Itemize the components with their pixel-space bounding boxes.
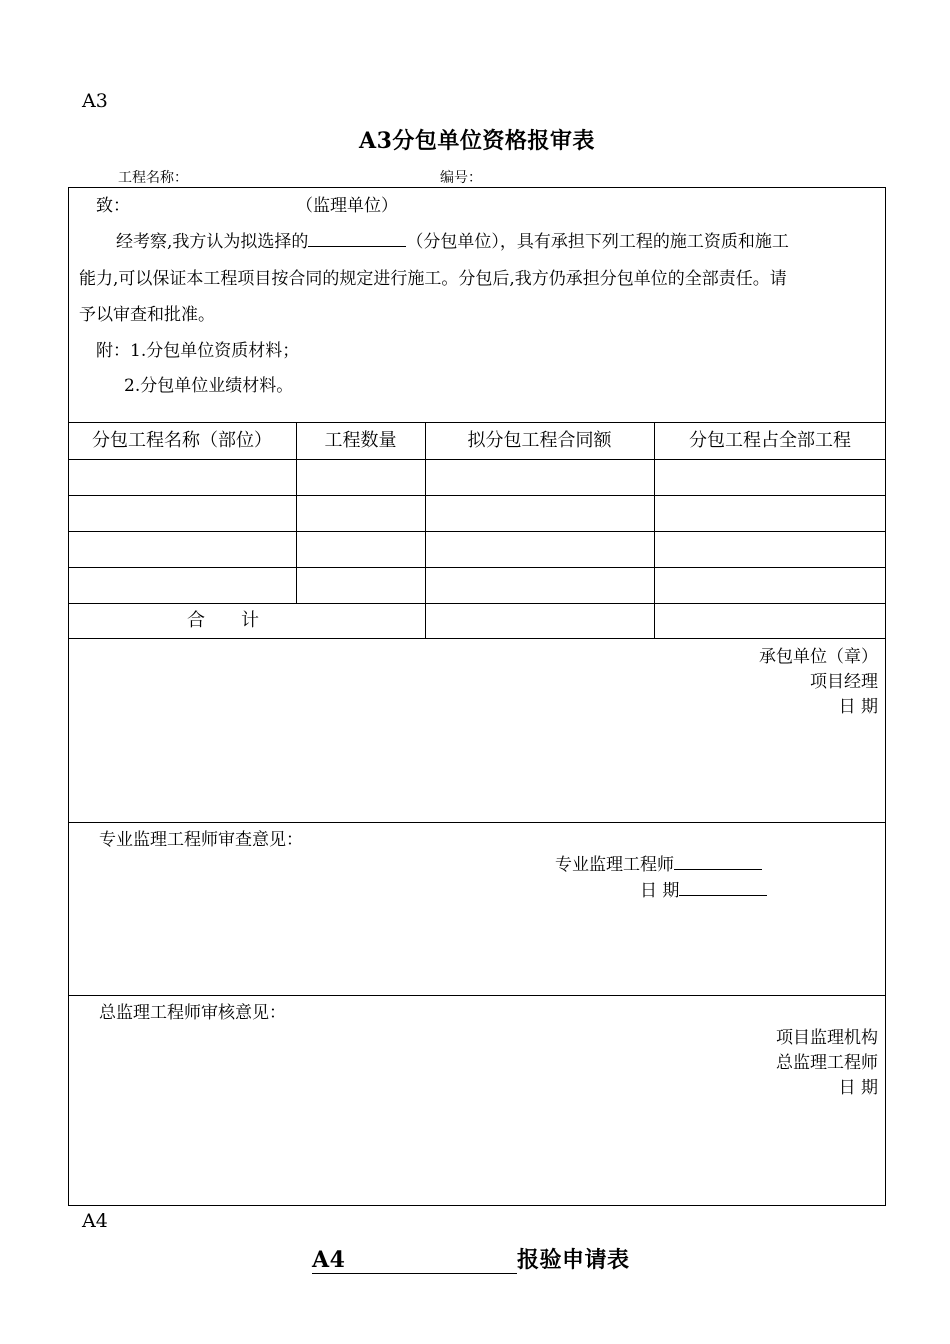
doc-code: A3 — [82, 90, 108, 112]
table-col-border — [654, 422, 655, 638]
intro-line-1-a: 经考察,我方认为拟选择的 — [116, 232, 309, 252]
contractor-seal: 承包单位（章） — [759, 647, 878, 667]
table-row-border — [68, 603, 886, 604]
intro-line-1 — [116, 227, 789, 252]
table-bottom-border — [68, 638, 886, 639]
next-section-title — [312, 1243, 630, 1274]
supervision-org-label: 项目监理机构 — [776, 1028, 878, 1048]
intro-line-1-b: （分包单位），具有承担下列工程的施工资质和施工 — [406, 232, 789, 252]
attachment-2: 2.分包单位业绩材料。 — [124, 376, 294, 396]
table-header-quantity: 工程数量 — [324, 430, 397, 451]
section-divider — [68, 822, 886, 823]
next-title-suffix: 报验申请表 — [517, 1247, 630, 1273]
next-title-prefix: A4 — [312, 1247, 517, 1274]
table-row-border — [68, 567, 886, 568]
table-header-contract-amount: 拟分包工程合同额 — [467, 430, 612, 451]
page-title: A3分包单位资格报审表 — [359, 128, 595, 154]
table-top-border — [68, 422, 886, 423]
engineer-date-row — [640, 876, 767, 901]
project-manager-label: 项目经理 — [810, 672, 878, 692]
intro-line-3: 予以审查和批准。 — [79, 305, 215, 325]
chief-engineer-label: 总监理工程师 — [776, 1053, 878, 1073]
table-header-percentage: 分包工程占全部工程 — [689, 430, 851, 451]
attachment-1: 附：1.分包单位资质材料； — [96, 341, 300, 361]
contractor-date-label: 日 期 — [838, 697, 878, 717]
engineer-signer-label: 专业监理工程师 — [555, 855, 674, 875]
table-row-border — [68, 495, 886, 496]
engineer-date-label: 日 期 — [640, 881, 680, 901]
engineer-review-heading: 专业监理工程师审查意见： — [99, 830, 303, 850]
engineer-signature-blank[interactable] — [674, 851, 762, 870]
section-divider — [68, 995, 886, 996]
to-label: 致： — [96, 196, 130, 216]
chief-review-heading: 总监理工程师审核意见： — [99, 1003, 286, 1023]
table-col-border — [425, 422, 426, 638]
engineer-date-blank[interactable] — [679, 877, 767, 896]
number-label: 编号： — [440, 170, 482, 186]
subcontractor-blank[interactable] — [308, 228, 406, 247]
next-doc-code: A4 — [82, 1210, 108, 1232]
engineer-signer-row — [555, 850, 762, 875]
chief-date-label: 日 期 — [838, 1078, 878, 1098]
to-unit: （监理单位） — [296, 196, 398, 216]
table-row-border — [68, 531, 886, 532]
table-total-label: 合 计 — [187, 610, 259, 631]
intro-line-2: 能力,可以保证本工程项目按合同的规定进行施工。分包后,我方仍承担分包单位的全部责任。请 — [79, 269, 787, 289]
table-row-border — [68, 459, 886, 460]
table-header-part: 分包工程名称（部位） — [92, 430, 272, 451]
project-name-label: 工程名称： — [118, 170, 188, 186]
